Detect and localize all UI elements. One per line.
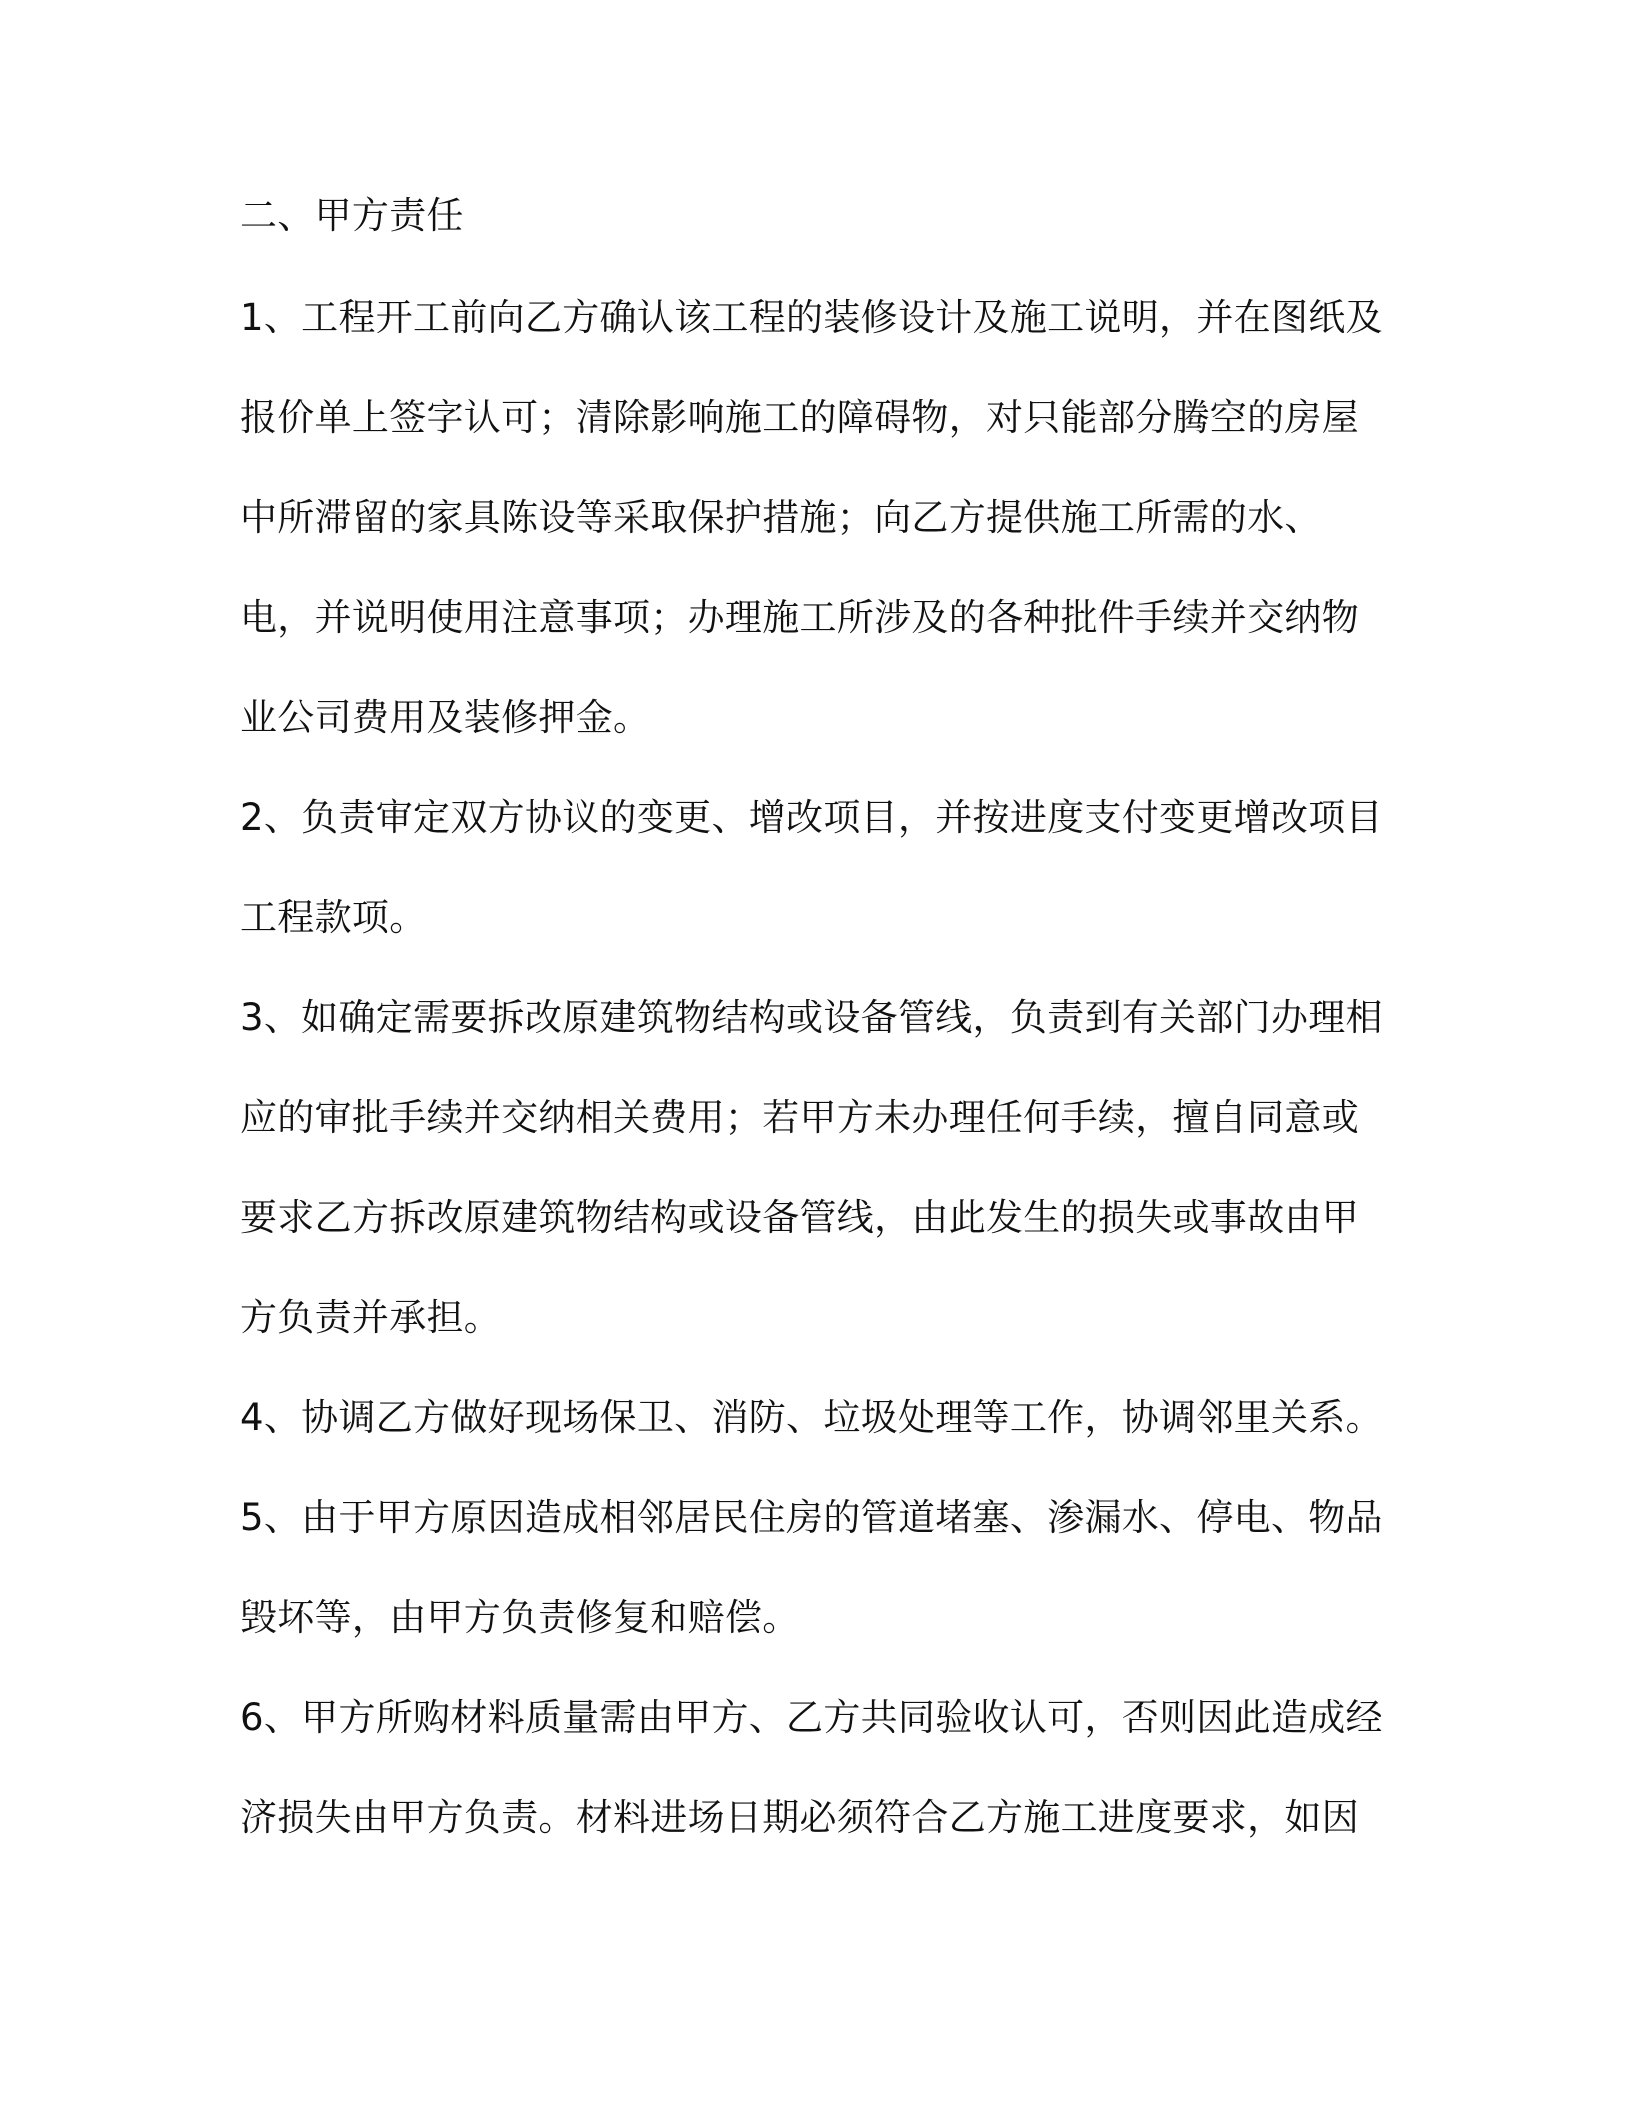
text-line: 4、协调乙方做好现场保卫、消防、垃圾处理等工作，协调邻里关系。 xyxy=(240,1396,1383,1439)
text-line: 5、由于甲方原因造成相邻居民住房的管道堵塞、渗漏水、停电、物品 xyxy=(240,1496,1383,1539)
text-line: 济损失由甲方负责。材料进场日期必须符合乙方施工进度要求，如因 xyxy=(240,1796,1359,1839)
text-line: 工程款项。 xyxy=(240,896,427,939)
text-line: 1、工程开工前向乙方确认该工程的装修设计及施工说明，并在图纸及 xyxy=(240,296,1383,339)
text-line: 2、负责审定双方协议的变更、增改项目，并按进度支付变更增改项目 xyxy=(240,796,1383,839)
text-line: 中所滞留的家具陈设等采取保护措施；向乙方提供施工所需的水、 xyxy=(240,496,1322,539)
section-heading: 二、甲方责任 xyxy=(240,194,464,237)
text-line: 报价单上签字认可；清除影响施工的障碍物，对只能部分腾空的房屋 xyxy=(240,396,1359,439)
text-line: 3、如确定需要拆改原建筑物结构或设备管线，负责到有关部门办理相 xyxy=(240,996,1383,1039)
text-line: 毁坏等，由甲方负责修复和赔偿。 xyxy=(240,1596,800,1639)
text-line: 应的审批手续并交纳相关费用；若甲方未办理任何手续，擅自同意或 xyxy=(240,1096,1359,1139)
text-line: 电，并说明使用注意事项；办理施工所涉及的各种批件手续并交纳物 xyxy=(240,596,1359,639)
text-line: 6、甲方所购材料质量需由甲方、乙方共同验收认可，否则因此造成经 xyxy=(240,1696,1383,1739)
text-line: 方负责并承担。 xyxy=(240,1296,502,1339)
text-line: 业公司费用及装修押金。 xyxy=(240,696,651,739)
text-line: 要求乙方拆改原建筑物结构或设备管线，由此发生的损失或事故由甲 xyxy=(240,1196,1359,1239)
